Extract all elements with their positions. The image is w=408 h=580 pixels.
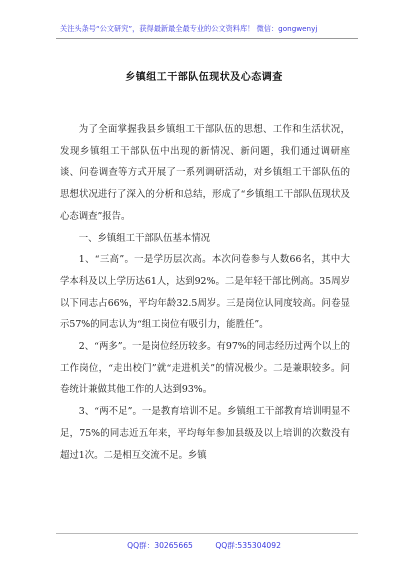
paragraph-two-shortfalls: 3、“两不足”。一是教育培训不足。乡镇组工干部教育培训明显不足，75%的同志近五年来，平均每年参加县级及以上培训的次数没有超过1次。二是相互交流不足。乡镇 — [60, 406, 350, 461]
document-body — [60, 119, 350, 466]
footer-divider — [56, 533, 358, 534]
footer-qq-group-1: QQ群：30265665 — [127, 541, 193, 550]
header-divider — [56, 38, 358, 39]
paragraph-intro: 为了全面掌握我县乡镇组工干部队伍的思想、工作和生活状况，发现乡镇组工干部队伍中出现的新情况、新问题，我们通过调研座谈、问卷调查等方式开展了一系列调研活动，对乡镇组工干部队伍的思想状况进行了深入的分析和总结，形成了“乡镇组工干部队伍现状及心态调查”报告。 — [60, 124, 350, 222]
header-banner: 关注头条号“公文研究”，获得最新最全最专业的公文资料库！ 微信：gongwenyj — [60, 24, 318, 33]
footer-qq-group-2: QQ群:535304092 — [215, 541, 281, 550]
footer — [0, 540, 408, 551]
section-heading: 一、乡镇组工干部队伍基本情况 — [78, 232, 211, 244]
paragraph-three-highs: 1、“三高”。一是学历层次高。本次问卷参与人数66名，其中大学本科及以上学历达61人，达到92%。二是年轻干部比例高。35周岁以下同志占66%，平均年龄32.5周岁。三是岗位认同度较高。问卷显示57%的同志认为“组工岗位有吸引力，能胜任”。 — [60, 254, 350, 331]
paragraph-two-mores: 2、“两多”。一是岗位经历较多。有97%的同志经历过两个以上的工作岗位，“走出校门”就“走进机关”的情况极少。二是兼职较多。问卷统计兼做其他工作的人达到93%。 — [60, 341, 350, 396]
document-title: 乡镇组工干部队伍现状及心态调查 — [125, 72, 283, 83]
